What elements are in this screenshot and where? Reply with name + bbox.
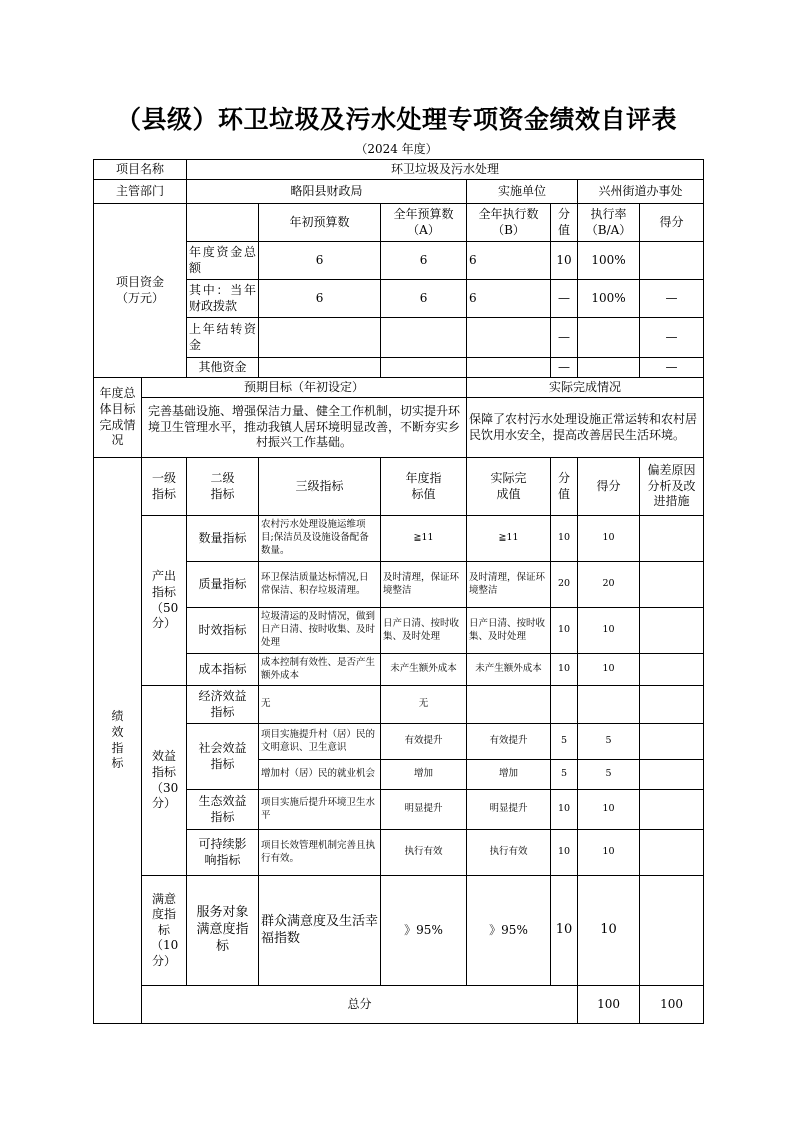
indicator-remark: [640, 876, 704, 986]
indicator-l2: 可持续影响指标: [187, 830, 259, 876]
funds-row-score-value: —: [551, 358, 578, 378]
funds-row-score: —: [640, 358, 704, 378]
goals-expected-header: 预期目标（年初设定）: [142, 378, 467, 398]
indicator-l3: 垃圾清运的及时情况，做到日产日清、按时收集、及时处理: [259, 608, 381, 654]
indicator-l2: 时效指标: [187, 608, 259, 654]
funds-row-exec: 6: [467, 280, 551, 318]
funds-header-annual: 全年预算数（A）: [381, 204, 467, 242]
funds-row-annual: [381, 358, 467, 378]
ind-header-remark: 偏差原因分析及改进措施: [640, 458, 704, 516]
funds-row-score: —: [640, 280, 704, 318]
dept-value: 略阳县财政局: [187, 180, 467, 204]
funds-row-budget: 6: [259, 242, 381, 280]
ind-header-l2: 二级指标: [187, 458, 259, 516]
indicator-l2: 数量指标: [187, 516, 259, 562]
indicator-l2: 经济效益指标: [187, 686, 259, 724]
indicator-score-value: 10: [551, 830, 578, 876]
indicator-actual: 》95%: [467, 876, 551, 986]
funds-row-score-value: —: [551, 280, 578, 318]
indicator-l3: 无: [259, 686, 381, 724]
indicators-label: 绩效指标: [94, 458, 142, 1024]
funds-row-name: 年度资金总额: [187, 242, 259, 280]
indicator-remark: [640, 516, 704, 562]
indicator-score-value: 10: [551, 876, 578, 986]
goals-actual-header: 实际完成情况: [467, 378, 704, 398]
indicator-remark: [640, 760, 704, 790]
funds-row-exec: [467, 318, 551, 358]
indicator-l3: 项目实施后提升环境卫生水平: [259, 790, 381, 830]
indicator-target: 无: [381, 686, 467, 724]
ind-header-score-value: 分值: [551, 458, 578, 516]
indicator-score-value: 10: [551, 654, 578, 686]
indicator-score-value: 5: [551, 760, 578, 790]
satisfaction-indicator-label: 满意度指标（10分）: [142, 876, 187, 986]
report-year: （2024 年度）: [355, 142, 438, 156]
funds-label: 项目资金（万元）: [94, 204, 187, 378]
indicator-remark: [640, 724, 704, 760]
goals-expected-text: 完善基础设施、增强保洁力量、健全工作机制，切实提升环境卫生管理水平，推动我镇人居环境明显改善，不断夯实乡村振兴工作基础。: [142, 398, 467, 458]
indicator-target: ≧11: [381, 516, 467, 562]
total-label: 总分: [142, 986, 578, 1024]
indicator-score: 5: [578, 724, 640, 760]
indicator-score: 5: [578, 760, 640, 790]
indicator-target: 日产日清、按时收集、及时处理: [381, 608, 467, 654]
ind-header-l3: 三级指标: [259, 458, 381, 516]
indicator-score: 10: [578, 608, 640, 654]
indicator-target: 及时清理，保证环境整洁: [381, 562, 467, 608]
page-title: （县级）环卫垃圾及污水处理专项资金绩效自评表: [115, 105, 677, 134]
project-name-value: 环卫垃圾及污水处理: [187, 160, 704, 180]
indicator-score: 10: [578, 654, 640, 686]
indicator-target: 明显提升: [381, 790, 467, 830]
funds-row-name: 其他资金: [187, 358, 259, 378]
funds-row-budget: [259, 358, 381, 378]
funds-row-rate: 100%: [578, 242, 640, 280]
indicator-actual: 未产生额外成本: [467, 654, 551, 686]
funds-row-budget: 6: [259, 280, 381, 318]
funds-row-exec: 6: [467, 242, 551, 280]
funds-header-exec: 全年执行数（B）: [467, 204, 551, 242]
indicator-actual: ≧11: [467, 516, 551, 562]
indicator-l3: 项目实施提升村（居）民的文明意识、卫生意识: [259, 724, 381, 760]
indicator-remark: [640, 562, 704, 608]
ind-header-score: 得分: [578, 458, 640, 516]
indicator-remark: [640, 790, 704, 830]
indicator-score: 20: [578, 562, 640, 608]
indicator-remark: [640, 686, 704, 724]
indicator-l3: 群众满意度及生活幸福指数: [259, 876, 381, 986]
funds-row-score: [640, 242, 704, 280]
funds-header-rate: 执行率（B/A）: [578, 204, 640, 242]
indicator-actual: 及时清理，保证环境整洁: [467, 562, 551, 608]
funds-row-score-value: —: [551, 318, 578, 358]
indicator-actual: 增加: [467, 760, 551, 790]
ind-header-actual: 实际完成值: [467, 458, 551, 516]
indicator-score: 10: [578, 830, 640, 876]
indicator-l2: 社会效益指标: [187, 724, 259, 790]
indicator-l2: 成本指标: [187, 654, 259, 686]
funds-row-name: 上年结转资金: [187, 318, 259, 358]
impl-unit-value: 兴州街道办事处: [578, 180, 704, 204]
impl-unit-label: 实施单位: [467, 180, 578, 204]
indicator-actual: 执行有效: [467, 830, 551, 876]
total-score-value: 100: [578, 986, 640, 1024]
indicator-target: 未产生额外成本: [381, 654, 467, 686]
goals-actual-text: 保障了农村污水处理设施正常运转和农村居民饮用水安全，提高改善居民生活环境。: [467, 398, 704, 458]
funds-row-score: —: [640, 318, 704, 358]
funds-row-name: 其中：当年财政拨款: [187, 280, 259, 318]
benefit-indicator-label: 效益指标（30分）: [142, 686, 187, 876]
project-name-label: 项目名称: [94, 160, 187, 180]
dept-label: 主管部门: [94, 180, 187, 204]
indicator-l3: 成本控制有效性、是否产生额外成本: [259, 654, 381, 686]
indicator-l3: 农村污水处理设施运维项目;保洁员及设施设备配备数量。: [259, 516, 381, 562]
funds-row-rate: [578, 358, 640, 378]
funds-row-rate: 100%: [578, 280, 640, 318]
goals-label: 年度总体目标完成情况: [94, 378, 142, 458]
funds-header-score-value: 分值: [551, 204, 578, 242]
funds-row-budget: [259, 318, 381, 358]
indicator-score-value: 20: [551, 562, 578, 608]
funds-row-annual: [381, 318, 467, 358]
indicator-target: 有效提升: [381, 724, 467, 760]
indicator-score: 10: [578, 790, 640, 830]
funds-row-score-value: 10: [551, 242, 578, 280]
indicator-remark: [640, 608, 704, 654]
funds-row-annual: 6: [381, 242, 467, 280]
funds-row-exec: [467, 358, 551, 378]
indicator-score-value: 10: [551, 516, 578, 562]
indicator-score-value: 10: [551, 790, 578, 830]
indicator-l2: 服务对象满意度指标: [187, 876, 259, 986]
indicator-l3: 增加村（居）民的就业机会: [259, 760, 381, 790]
funds-row-annual: 6: [381, 280, 467, 318]
output-indicator-label: 产出指标（50分）: [142, 516, 187, 686]
indicator-score-value: 5: [551, 724, 578, 760]
indicator-score-value: [551, 686, 578, 724]
total-score: 100: [640, 986, 704, 1024]
indicator-l2: 质量指标: [187, 562, 259, 608]
indicator-target: 执行有效: [381, 830, 467, 876]
indicator-score: [578, 686, 640, 724]
indicator-remark: [640, 830, 704, 876]
evaluation-table: [93, 159, 704, 1024]
funds-header-initial: 年初预算数: [259, 204, 381, 242]
indicator-target: 》95%: [381, 876, 467, 986]
funds-header-blank: [187, 204, 259, 242]
indicator-actual: 日产日清、按时收集、及时处理: [467, 608, 551, 654]
indicator-actual: 有效提升: [467, 724, 551, 760]
ind-header-target: 年度指标值: [381, 458, 467, 516]
indicator-remark: [640, 654, 704, 686]
funds-header-score: 得分: [640, 204, 704, 242]
indicator-l3: 环卫保洁质量达标情况,日常保洁、积存垃圾清理。: [259, 562, 381, 608]
indicator-l2: 生态效益指标: [187, 790, 259, 830]
indicator-actual: 明显提升: [467, 790, 551, 830]
indicator-actual: [467, 686, 551, 724]
indicator-l3: 项目长效管理机制完善且执行有效。: [259, 830, 381, 876]
ind-header-l1: 一级指标: [142, 458, 187, 516]
funds-row-rate: [578, 318, 640, 358]
indicator-score: 10: [578, 516, 640, 562]
indicator-score: 10: [578, 876, 640, 986]
indicator-score-value: 10: [551, 608, 578, 654]
indicator-target: 增加: [381, 760, 467, 790]
